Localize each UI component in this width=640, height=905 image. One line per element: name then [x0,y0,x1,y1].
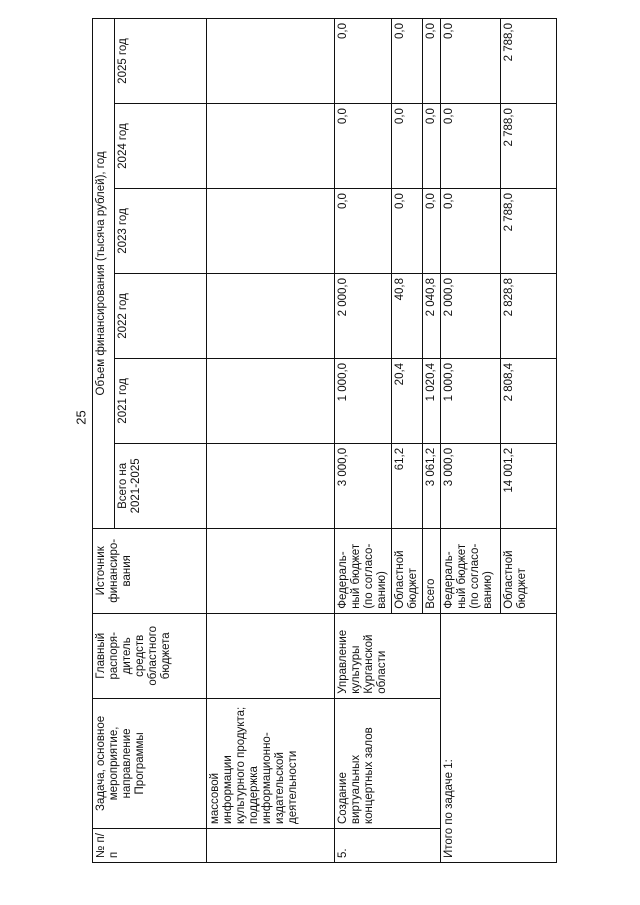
value-cell: 2 000,0 [335,273,392,358]
item5-row-federal [335,19,392,863]
value-cell: 61,2 [392,443,423,528]
cont-cell [207,443,335,528]
continuation-row [207,19,335,863]
value-cell: 2 000,0 [441,273,501,358]
item5-num: 5. [335,829,441,863]
header-manager: Главный распоря-дитель средств областного бюджета [93,613,207,698]
value-cell: 0,0 [441,189,501,274]
header-row [93,19,115,863]
header-year-2025: 2025 год [115,19,207,104]
item5-task: Создание виртуальных концертных залов [335,698,441,828]
header-year-2024: 2024 год [115,104,207,189]
value-cell: 1 000,0 [335,358,392,443]
value-cell: 0,0 [423,104,441,189]
value-cell: 2 808,4 [501,358,557,443]
value-cell: 20,4 [392,358,423,443]
value-cell: 2 040,8 [423,273,441,358]
value-cell: 1 020,4 [423,358,441,443]
item5-source: Всего [423,528,441,613]
cont-num [207,829,335,863]
value-cell: 0,0 [335,19,392,104]
total-row-federal [441,19,501,863]
value-cell: 0,0 [392,104,423,189]
cont-cell [207,273,335,358]
value-cell: 2 828,8 [501,273,557,358]
value-cell: 40,8 [392,273,423,358]
header-task: Задача, основное мероприятие, направление Программы [93,698,207,828]
item5-manager: Управление культуры Курганской области [335,613,441,698]
item5-source: Областной бюджет [392,528,423,613]
total-source: Федераль-ный бюджет (по согласо-ванию) [441,528,501,613]
header-volume: Объем финансирования (тысяча рублей), год [93,19,115,529]
page-number: 25 [73,410,89,425]
value-cell: 2 788,0 [501,104,557,189]
value-cell: 3 000,0 [441,443,501,528]
value-cell: 0,0 [441,19,501,104]
item5-source: Федераль-ный бюджет (по согласо-ванию) [335,528,392,613]
header-total: Всего на 2021-2025 [115,443,207,528]
value-cell: 2 788,0 [501,189,557,274]
header-year-2023: 2023 год [115,189,207,274]
value-cell: 0,0 [392,189,423,274]
rotated-table-container [92,18,554,863]
cont-cell [207,189,335,274]
header-year-2021: 2021 год [115,358,207,443]
value-cell: 0,0 [423,19,441,104]
cont-cell [207,19,335,104]
value-cell: 3 000,0 [335,443,392,528]
value-cell: 0,0 [392,19,423,104]
value-cell: 1 000,0 [441,358,501,443]
total-source: Областной бюджет [501,528,557,613]
total-label: Итого по задаче 1: [441,613,557,862]
cont-task: массовой информации культурного продукта; поддержка информационно-издательской деятельности [207,698,335,828]
value-cell: 14 001,2 [501,443,557,528]
value-cell: 0,0 [335,189,392,274]
value-cell: 0,0 [441,104,501,189]
value-cell: 0,0 [423,189,441,274]
value-cell: 0,0 [335,104,392,189]
header-year-2022: 2022 год [115,273,207,358]
financing-table [92,18,557,863]
cont-manager [207,613,335,698]
cont-source [207,528,335,613]
header-source: Источник финансиро-вания [93,528,207,613]
cont-cell [207,358,335,443]
cont-cell [207,104,335,189]
value-cell: 3 061,2 [423,443,441,528]
header-num: № п/п [93,829,207,863]
value-cell: 2 788,0 [501,19,557,104]
